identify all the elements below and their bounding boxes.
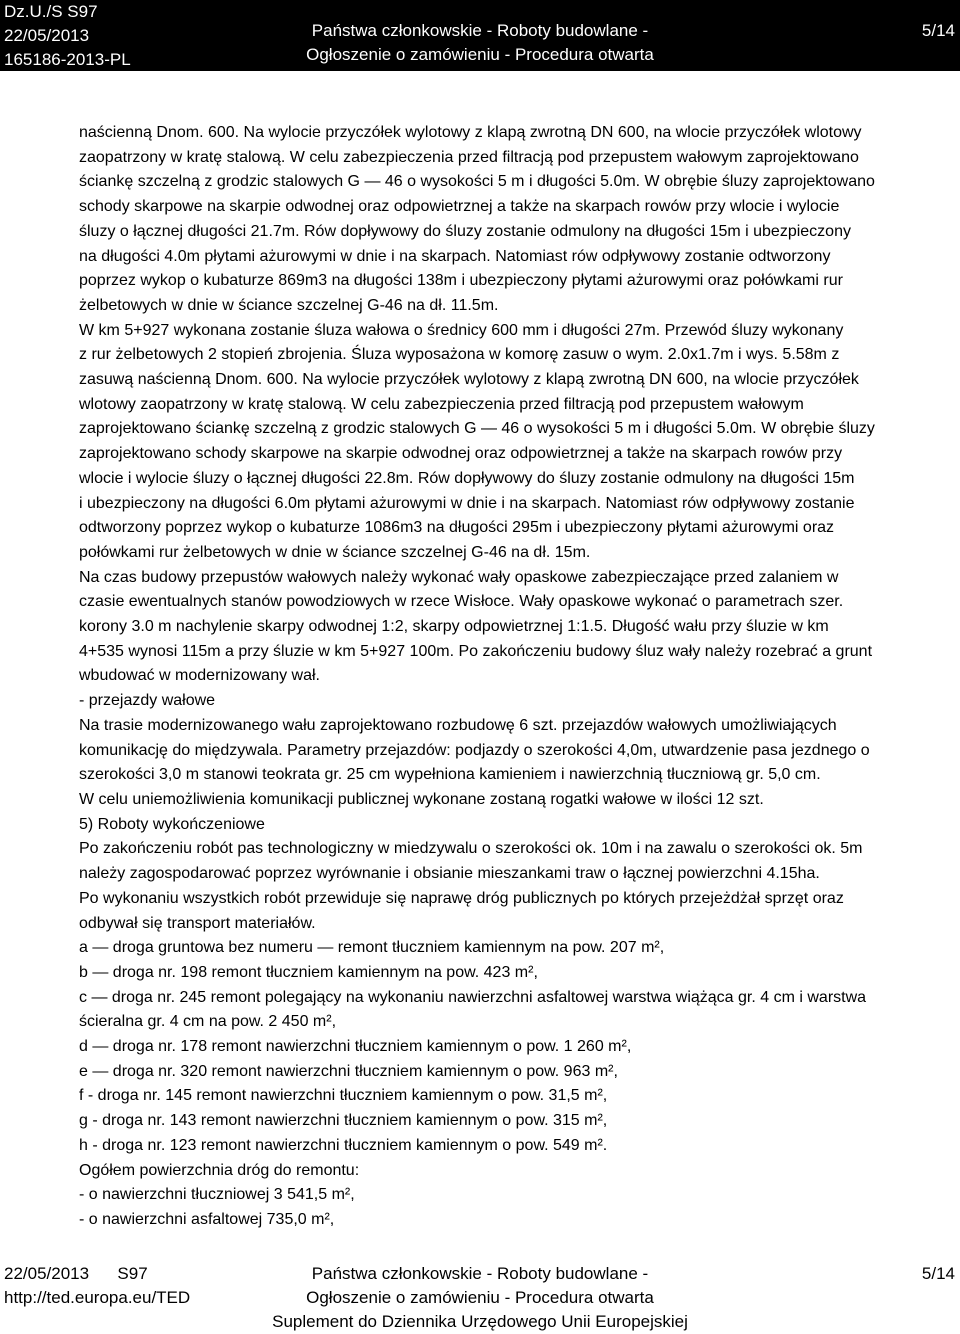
body-text-line: d — droga nr. 178 remont nawierzchni tłuczniem kamiennym o pow. 1 260 m², bbox=[79, 1038, 632, 1056]
body-text-line: Na czas budowy przepustów wałowych należy wykonać wały opaskowe zabezpieczające przed zalaniem w bbox=[79, 568, 839, 586]
body-text-line: śluzy o łącznej długości 21.7m. Rów dopływowy do śluzy zostanie odmulony na długości 15m i ubezpieczony bbox=[79, 222, 851, 240]
body-text-line: połówkami rur żelbetowych w dnie w ściance szczelnej G-46 na dł. 15m. bbox=[79, 543, 591, 561]
header-notice-number: 165186-2013-PL bbox=[4, 50, 131, 69]
document-footer bbox=[0, 1262, 960, 1334]
body-text-line: Po zakończeniu robót pas technologiczny w miedzywalu o szerokości ok. 10m i na zawalu o szerokości ok. 5m bbox=[79, 840, 863, 858]
header-title-line-2: Ogłoszenie o zamówieniu - Procedura otwarta bbox=[306, 45, 654, 64]
header-date: 22/05/2013 bbox=[4, 26, 90, 45]
body-text-line: odbywał się transport materiałów. bbox=[79, 914, 316, 932]
footer-supplement: Suplement do Dziennika Urzędowego Unii Europejskiej bbox=[272, 1312, 688, 1331]
body-text-line: zaprojektowano schody skarpowe na skarpie odwodnej oraz odpowietrznej a także na skarpach rowów przy bbox=[79, 445, 843, 463]
body-text-line: W km 5+927 wykonana zostanie śluza wałowa o średnicy 600 mm i długości 27m. Przewód śluzy wykonany bbox=[79, 321, 844, 339]
body-text-line: 5) Roboty wykończeniowe bbox=[79, 815, 265, 833]
footer-page-number: 5/14 bbox=[921, 1264, 955, 1283]
footer-title-line-1: Państwa członkowskie - Roboty budowlane - bbox=[311, 1264, 649, 1283]
body-text-line: żelbetowych w dnie w ściance szczelnej G-46 na dł. 11.5m. bbox=[79, 296, 499, 314]
header-title-line-1: Państwa członkowskie - Roboty budowlane - bbox=[311, 21, 649, 40]
body-text-line: zaprojektowano ściankę szczelną z grodzic stalowych G — 46 o wysokości 5 m i długości 5.0m. W obrębie śluzy bbox=[79, 420, 875, 438]
document-header bbox=[0, 0, 960, 71]
body-text-line: zasuwą naścienną Dnom. 600. Na wylocie przyczółek wylotowy z klapą zwrotną DN 600, na wlocie przyczółek bbox=[79, 371, 859, 389]
body-text-line: z rur żelbetowych 2 stopień zbrojenia. Śluza wyposażona w komorę zasuw o wym. 2.0x1.7m i wys. 5.58m z bbox=[79, 346, 840, 364]
body-text-line: schody skarpowe na skarpie odwodnej oraz odpowietrznej a także na skarpach rowów przy wlocie i wylocie bbox=[79, 198, 840, 216]
header-page-number: 5/14 bbox=[921, 21, 955, 40]
body-text-line: f - droga nr. 145 remont nawierzchni tłuczniem kamiennym o pow. 31,5 m², bbox=[79, 1087, 608, 1105]
body-text-line: wlotowy zaopatrzony w kratę stalową. W celu zabezpieczenia przed filtracją pod przepustem wałowym bbox=[79, 395, 804, 413]
body-text-line: - przejazdy wałowe bbox=[79, 692, 216, 710]
body-text-line: poprzez wykop o kubaturze 869m3 na długości 138m i ubezpieczony płytami ażurowymi oraz połówkami rur bbox=[79, 272, 843, 290]
footer-title-line-2: Ogłoszenie o zamówieniu - Procedura otwarta bbox=[306, 1288, 654, 1307]
body-text-line: g - droga nr. 143 remont nawierzchni tłuczniem kamiennym o pow. 315 m², bbox=[79, 1112, 608, 1130]
document-body bbox=[79, 121, 957, 1233]
body-text-line: e — droga nr. 320 remont nawierzchni tłuczniem kamiennym o pow. 963 m², bbox=[79, 1062, 618, 1080]
body-text-line: - o nawierzchni tłuczniowej 3 541,5 m², bbox=[79, 1186, 355, 1204]
body-text-line: 4+535 wynosi 115m a przy śluzie w km 5+927 100m. Po zakończeniu budowy śluz wały należy rozebrać a grunt bbox=[79, 642, 873, 660]
body-text-line: komunikację do międzywala. Parametry przejazdów: podjazdy o szerokości 4,0m, utwardzenie pasa jezdnego o bbox=[79, 741, 870, 759]
body-text-line: na długości 4.0m płytami ażurowymi w dnie i na skarpach. Natomiast rów odpływowy zostanie odtworzony bbox=[79, 247, 831, 265]
footer-date: 22/05/2013 S97 bbox=[4, 1264, 148, 1283]
body-text-line: Po wykonaniu wszystkich robót przewiduje się naprawę dróg publicznych po których przejeżdżał sprzęt oraz bbox=[79, 889, 844, 907]
body-text-line: szerokości 3,0 m stanowi teokrata gr. 25 cm wypełniona kamieniem i nawierzchnią tłuczniową gr. 5,0 cm. bbox=[79, 766, 821, 784]
body-text-line: Na trasie modernizowanego wału zaprojektowano rozbudowę 6 szt. przejazdów wałowych umożliwiających bbox=[79, 716, 837, 734]
body-text-line: h - droga nr. 123 remont nawierzchni tłuczniem kamiennym o pow. 549 m². bbox=[79, 1136, 608, 1154]
body-text-line: - o nawierzchni asfaltowej 735,0 m², bbox=[79, 1210, 335, 1228]
body-text-line: należy zagospodarować poprzez wyrównanie i obsianie mieszankami traw o łącznej powierzchni 4.15ha. bbox=[79, 865, 820, 883]
body-text-line: ściankę szczelną z grodzic stalowych G — 46 o wysokości 5 m i długości 5.0m. W obrębie śluzy zaprojektowano bbox=[79, 173, 875, 191]
body-text-line: naścienną Dnom. 600. Na wylocie przyczółek wylotowy z klapą zwrotną DN 600, na wlocie przyczółek wlotowy bbox=[79, 124, 862, 141]
body-text-line: c — droga nr. 245 remont polegający na wykonaniu nawierzchni asfaltowej warstwa wiążąca gr. 4 cm i warstwa bbox=[79, 988, 867, 1006]
body-text-line: Ogółem powierzchnia dróg do remontu: bbox=[79, 1161, 360, 1179]
body-text-line: wbudować w modernizowany wał. bbox=[79, 667, 320, 685]
header-title bbox=[0, 19, 960, 67]
body-text-line: W celu uniemożliwienia komunikacji publicznej wykonane zostaną rogatki wałowe w ilości 12 szt. bbox=[79, 790, 764, 808]
header-journal-ref: Dz.U./S S97 bbox=[4, 2, 98, 21]
footer-url: http://ted.europa.eu/TED bbox=[4, 1288, 191, 1307]
body-text-line: czasie ewentualnych stanów powodziowych w rzece Wisłoce. Wały opaskowe wykonać o parametrach szer. bbox=[79, 593, 844, 611]
body-text-line: b — droga nr. 198 remont tłuczniem kamiennym na pow. 423 m², bbox=[79, 963, 538, 981]
footer-title bbox=[0, 1262, 960, 1334]
body-text-line: wlocie i wylocie śluzy o łącznej długości 22.8m. Rów dopływowy do śluzy zostanie odmulony na długości 15m bbox=[79, 469, 855, 487]
body-text-line: korony 3.0 m nachylenie skarpy odwodnej 1:2, skarpy odpowietrznej 1:1.5. Długość wału przy śluzie w km bbox=[79, 618, 829, 636]
body-text-line: i ubezpieczony na długości 6.0m płytami ażurowymi w dnie i na skarpach. Natomiast rów odpływowy zostanie bbox=[79, 494, 855, 512]
body-text-line: a — droga gruntowa bez numeru — remont tłuczniem kamiennym na pow. 207 m², bbox=[79, 939, 665, 957]
body-text-line: odtworzony poprzez wykop o kubaturze 1086m3 na długości 295m i ubezpieczony płytami ażurowymi oraz bbox=[79, 519, 835, 537]
body-text-line: ścieralna gr. 4 cm na pow. 2 450 m², bbox=[79, 1013, 337, 1031]
body-text-line: zaopatrzony w kratę stalową. W celu zabezpieczenia przed filtracją pod przepustem wałowym zaprojektowano bbox=[79, 148, 859, 166]
